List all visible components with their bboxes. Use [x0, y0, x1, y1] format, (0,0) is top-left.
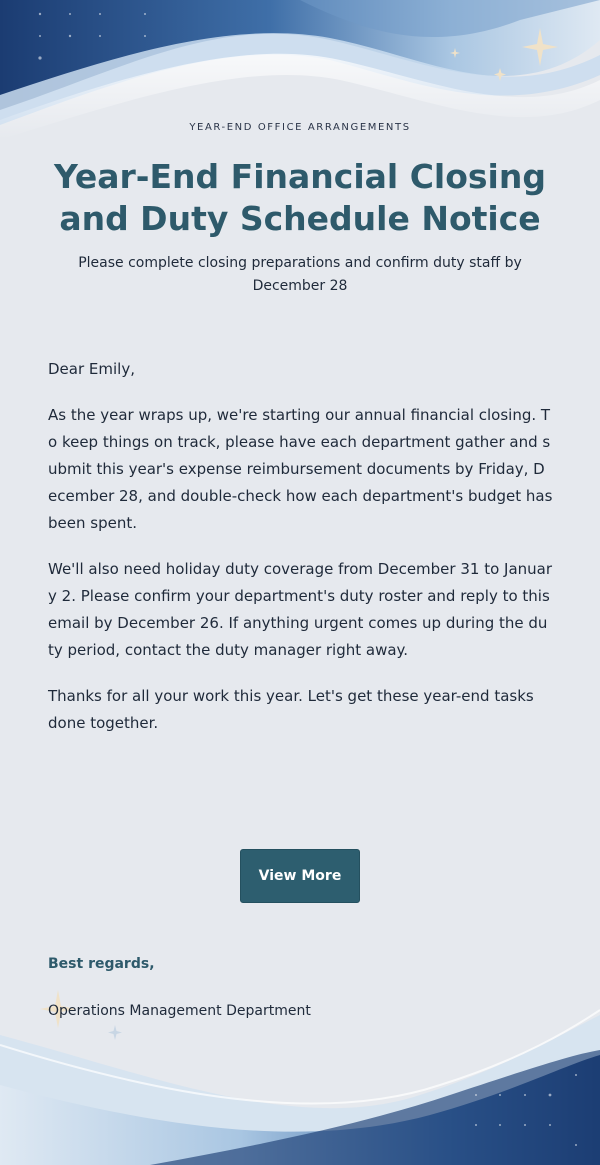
closing-line: Best regards,: [48, 956, 155, 972]
cta-container: [0, 849, 600, 903]
view-more-button[interactable]: View More: [240, 849, 360, 903]
page-title: Year-End Financial Closing and Duty Schedule Notice: [54, 157, 546, 238]
email-body: [48, 356, 553, 756]
subtitle: Please complete closing preparations and confirm duty staff by December 28: [78, 255, 522, 294]
eyebrow-label: YEAR-END OFFICE ARRANGEMENTS: [189, 122, 411, 133]
signature: Operations Management Department: [48, 1003, 311, 1019]
body-paragraph-1: As the year wraps up, we're starting our annual financial closing. To keep things on track, please have each department gather and submit this year's expense reimbursement documents by Friday, December 28, and double-check how each department's budget has been spent.: [48, 406, 553, 532]
body-paragraph-3: Thanks for all your work this year. Let's get these year-end tasks done together.: [48, 687, 534, 732]
body-paragraph-2: We'll also need holiday duty coverage from December 31 to January 2. Please confirm your department's duty roster and reply to this email by December 26. If anything urgent comes up during the duty period, contact the duty manager right away.: [48, 560, 553, 659]
greeting: Dear Emily,: [48, 360, 135, 378]
